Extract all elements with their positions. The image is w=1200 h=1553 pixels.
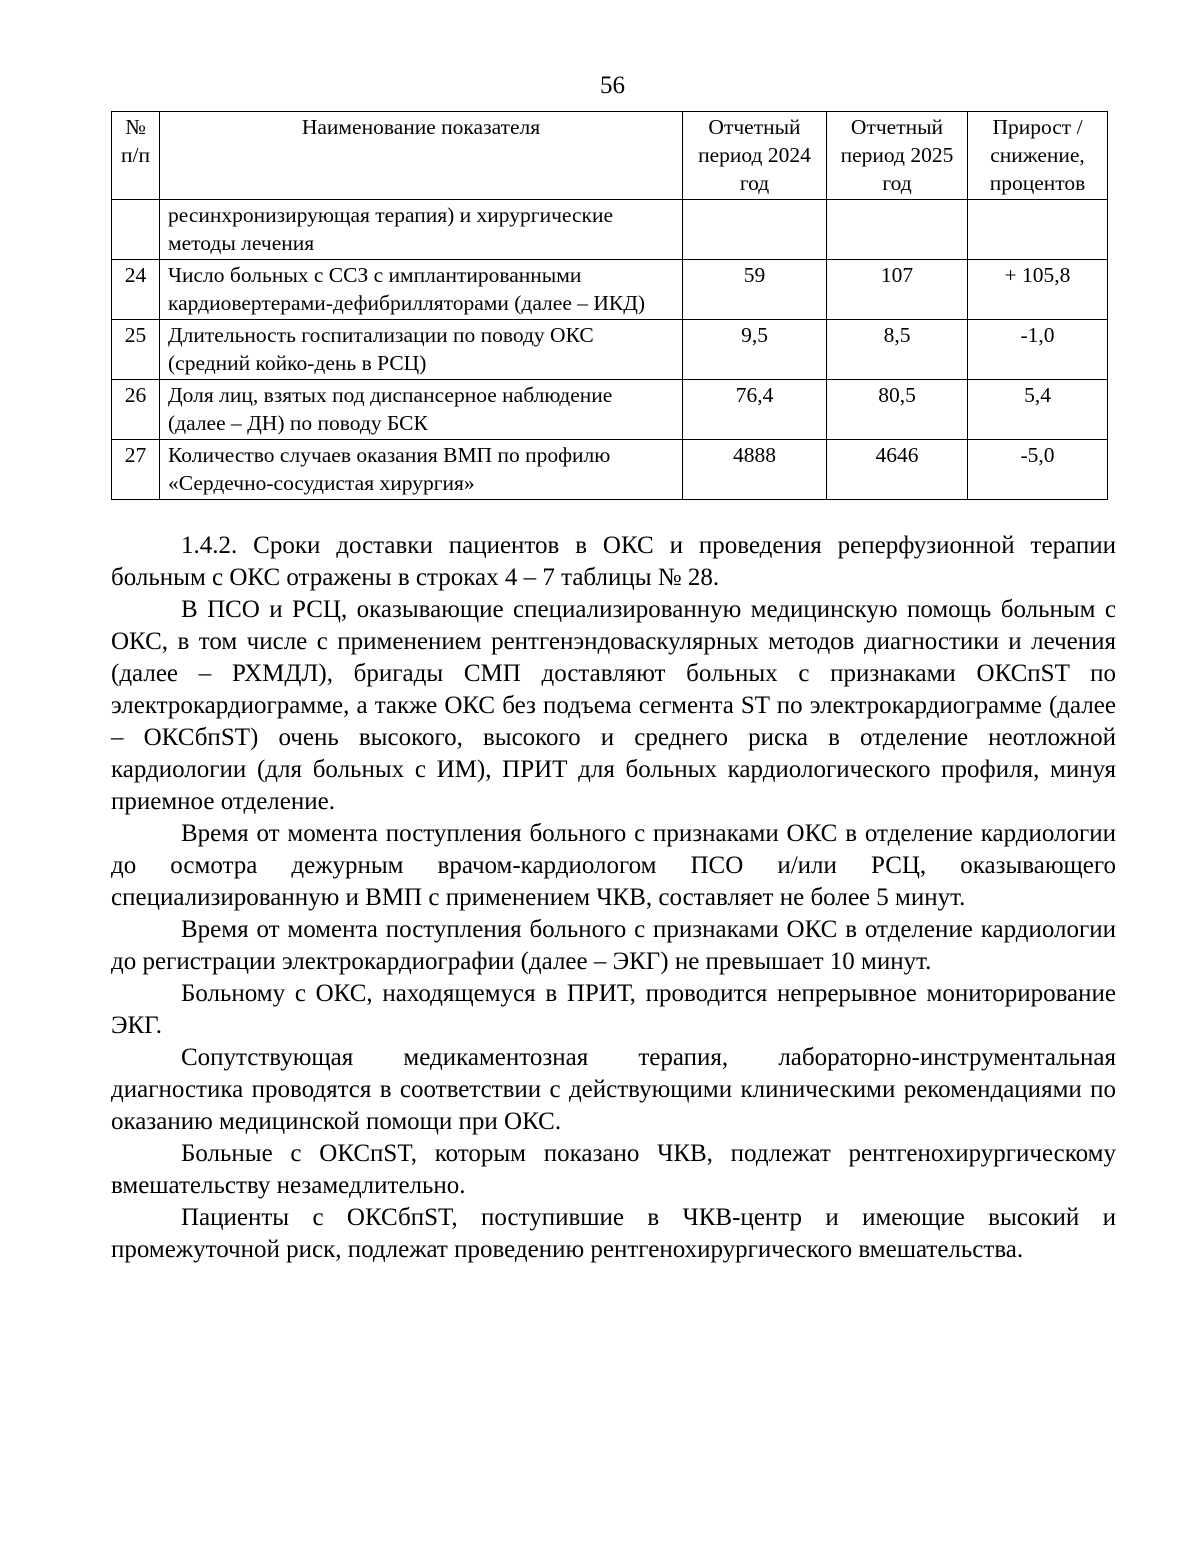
row-indicator-name: Доля лиц, взятых под диспансерное наблюдение (далее – ДН) по поводу БСК (160, 380, 683, 440)
header-indicator-name: Наименование показателя (160, 112, 683, 200)
row-value-2025: 107 (827, 260, 968, 320)
header-period-2024: Отчетный период 2024 год (683, 112, 827, 200)
row-value-2024: 59 (683, 260, 827, 320)
row-number: 26 (112, 380, 160, 440)
row-value-2024 (683, 200, 827, 260)
body-text (111, 530, 1116, 1266)
header-number: № п/п (112, 112, 160, 200)
row-indicator-name: ресинхронизирующая терапия) и хирургические методы лечения (160, 200, 683, 260)
row-change (968, 200, 1108, 260)
row-number: 27 (112, 440, 160, 500)
indicators-table (111, 111, 1108, 500)
row-number: 25 (112, 320, 160, 380)
row-change: -5,0 (968, 440, 1108, 500)
row-value-2024: 4888 (683, 440, 827, 500)
row-value-2025: 80,5 (827, 380, 968, 440)
table-row (112, 380, 1108, 440)
paragraph: Больному с ОКС, находящемуся в ПРИТ, проводится непрерывное мониторирование ЭКГ. (111, 980, 1116, 1039)
row-change: -1,0 (968, 320, 1108, 380)
row-value-2024: 76,4 (683, 380, 827, 440)
table-row (112, 440, 1108, 500)
row-number (112, 200, 160, 260)
table-row (112, 260, 1108, 320)
row-number: 24 (112, 260, 160, 320)
paragraph: В ПСО и РСЦ, оказывающие специализированную медицинскую помощь больным с ОКС, в том числе с применением рентгенэндоваскулярных методов диагностики и лечения (далее – РХМДЛ), бригады СМП доставляют больных с признаками ОКСпST по электрокардиограмме, а также ОКС без подъема сегмента ST по электрокардиограмме (далее – ОКСбпST) очень высокого, высокого и среднего риска в отделение неотложной кардиологии (для больных с ИМ), ПРИТ для больных кардиологического профиля, минуя приемное отделение. (111, 596, 1116, 815)
paragraph: Пациенты с ОКСбпST, поступившие в ЧКВ-центр и имеющие высокий и промежуточной риск, подлежат проведению рентгенохирургического вмешательства. (111, 1204, 1116, 1263)
paragraph: 1.4.2. Сроки доставки пациентов в ОКС и проведения реперфузионной терапии больным с ОКС отражены в строках 4 – 7 таблицы № 28. (111, 532, 1116, 591)
header-period-2025: Отчетный период 2025 год (827, 112, 968, 200)
table-header-row (112, 112, 1108, 200)
paragraph: Время от момента поступления больного с признаками ОКС в отделение кардиологии до осмотра дежурным врачом-кардиологом ПСО и/или РСЦ, оказывающего специализированную и ВМП с применением ЧКВ, составляет не более 5 минут. (111, 820, 1116, 911)
row-indicator-name: Число больных с ССЗ с имплантированными кардиовертерами-дефибрилляторами (далее – ИКД) (160, 260, 683, 320)
row-value-2025: 8,5 (827, 320, 968, 380)
row-indicator-name: Длительность госпитализации по поводу ОКС (средний койко-день в РСЦ) (160, 320, 683, 380)
row-value-2024: 9,5 (683, 320, 827, 380)
table-row (112, 320, 1108, 380)
page-number: 56 (600, 72, 625, 99)
paragraph: Время от момента поступления больного с признаками ОКС в отделение кардиологии до регистрации электрокардиографии (далее – ЭКГ) не превышает 10 минут. (111, 916, 1116, 975)
row-change: + 105,8 (968, 260, 1108, 320)
table-row (112, 200, 1108, 260)
row-value-2025: 4646 (827, 440, 968, 500)
row-change: 5,4 (968, 380, 1108, 440)
paragraph: Сопутствующая медикаментозная терапия, лабораторно-инструментальная диагностика проводятся в соответствии с действующими клиническими рекомендациями по оказанию медицинской помощи при ОКС. (111, 1044, 1116, 1135)
paragraph: Больные с ОКСпST, которым показано ЧКВ, подлежат рентгенохирургическому вмешательству незамедлительно. (111, 1140, 1116, 1199)
row-value-2025 (827, 200, 968, 260)
row-indicator-name: Количество случаев оказания ВМП по профилю «Сердечно-сосудистая хирургия» (160, 440, 683, 500)
header-change-percent: Прирост / снижение, процентов (968, 112, 1108, 200)
